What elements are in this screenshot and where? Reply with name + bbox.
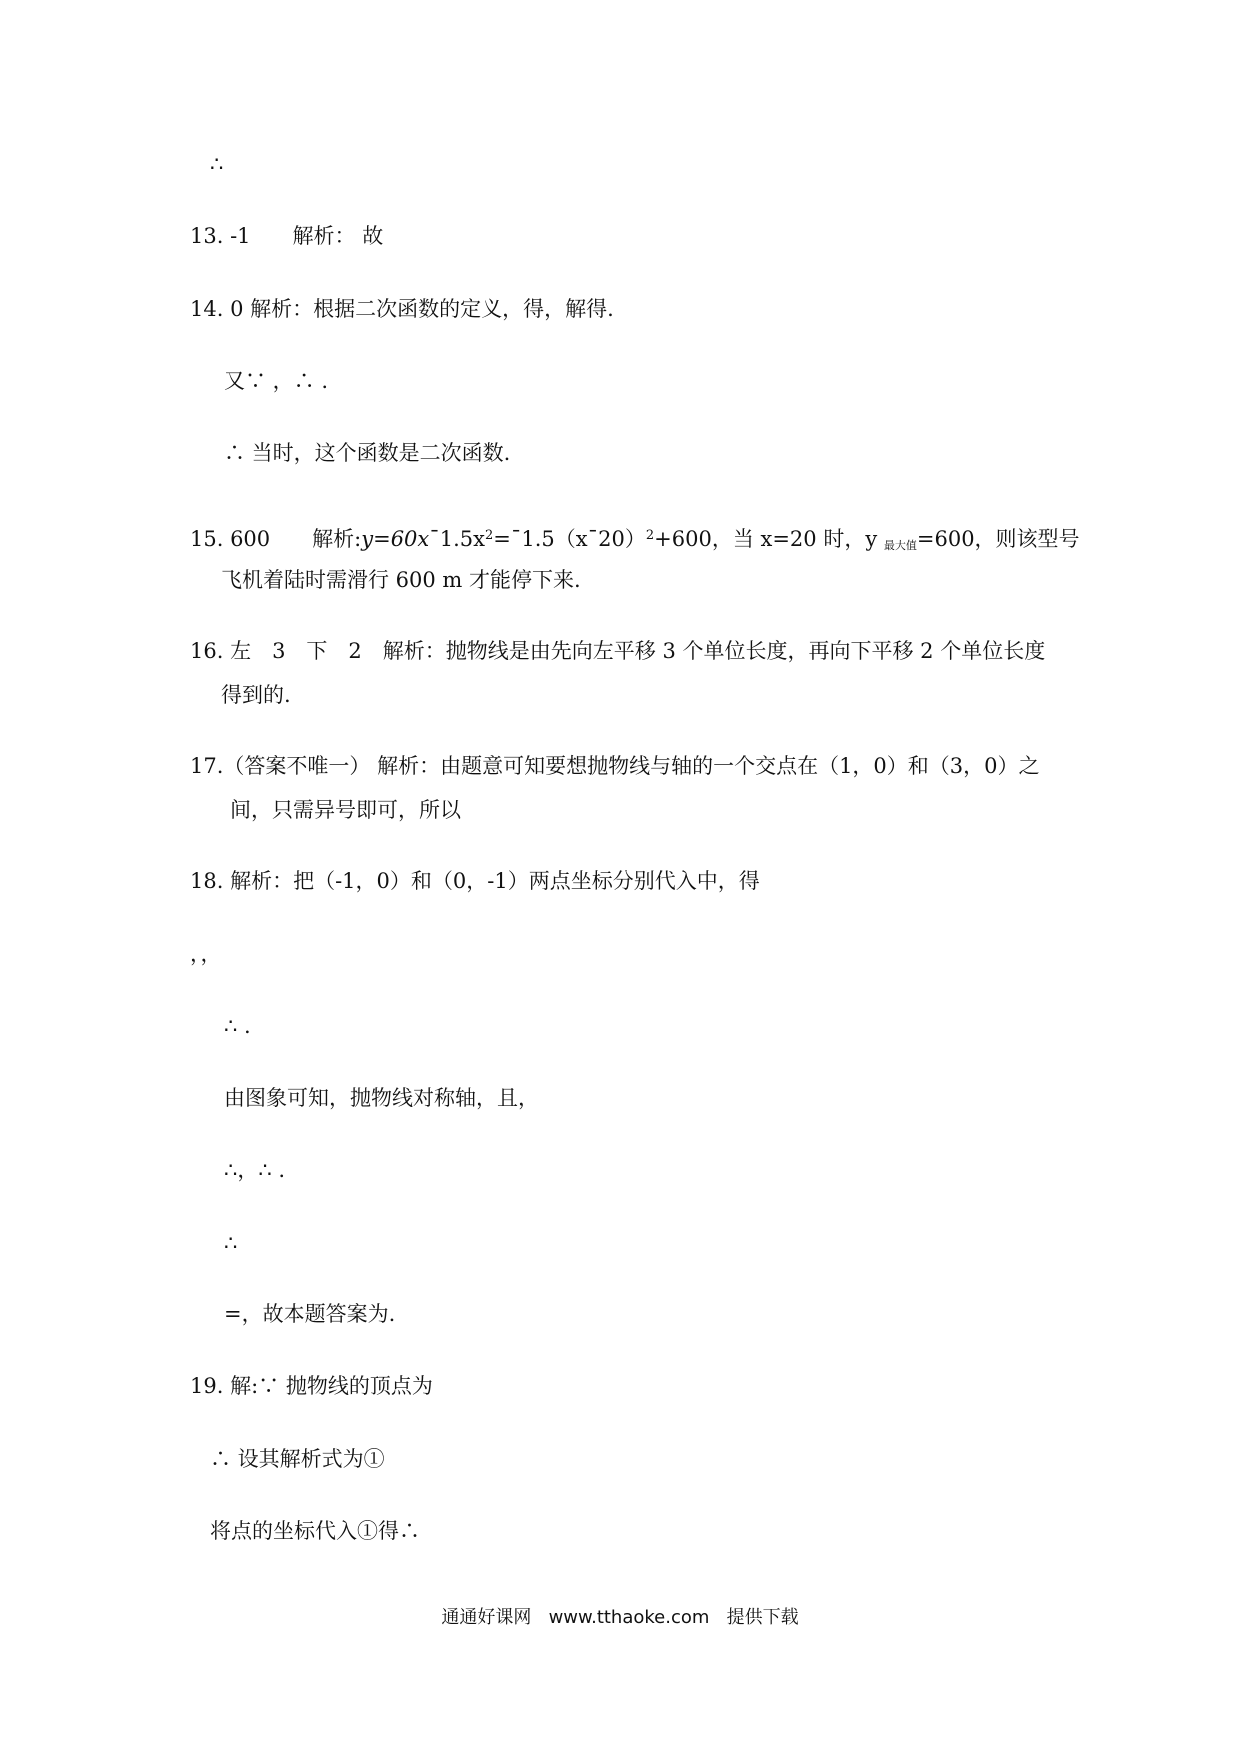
text-line: 飞机着陆时需滑行 600 m 才能停下来.: [221, 568, 581, 592]
answer-17: 17.（答案不唯一） 解析：由题意可知要想抛物线与轴的一个交点在（1，0）和（3，0）之: [190, 754, 1040, 778]
footer-suffix: 提供下载: [726, 1607, 799, 1628]
math-expression: ¯1.5x: [429, 527, 486, 551]
math-expression: y=60x: [361, 527, 430, 551]
text-line: =，故本题答案为.: [224, 1302, 396, 1326]
footer-site-name: 通通好课网: [441, 1607, 532, 1628]
text-segment: 15. 600 解析:: [190, 527, 362, 551]
text-line: ∴ 当时，这个函数是二次函数.: [224, 441, 511, 465]
page-footer: [0, 1606, 1240, 1630]
text-line: ∴: [210, 152, 224, 176]
superscript: 2: [645, 528, 655, 543]
text-segment: +600，当 x=20 时，y: [654, 527, 884, 551]
footer-url: www.tthaoke.com: [548, 1607, 710, 1628]
subscript: 最大值: [883, 539, 917, 552]
text-line: 又∵ ，∴ .: [224, 369, 329, 393]
text-line: 间，只需异号即可，所以: [230, 798, 461, 822]
answer-18: 18. 解析：把（-1，0）和（0，-1）两点坐标分别代入中，得: [190, 869, 760, 893]
answer-13: 13. -1 解析： 故: [190, 224, 384, 248]
math-expression: =¯1.5（x¯20）: [493, 527, 646, 551]
answer-15: [190, 522, 1080, 560]
text-line: ∴ 设其解析式为①: [210, 1447, 385, 1471]
text-line: ∴: [224, 1231, 238, 1255]
text-segment: =600，则该型号: [916, 527, 1080, 551]
text-line: 得到的.: [221, 683, 291, 707]
text-line: ，，: [190, 942, 222, 966]
answer-16: 16. 左 3 下 2 解析：抛物线是由先向左平移 3 个单位长度，再向下平移 2 个单位长度: [190, 639, 1046, 663]
superscript: 2: [485, 528, 494, 543]
answer-19: 19. 解:∵ 抛物线的顶点为: [190, 1374, 433, 1398]
text-line: ∴ .: [224, 1014, 251, 1038]
text-line: ∴，∴ .: [224, 1158, 286, 1182]
answer-14: 14. 0 解析：根据二次函数的定义，得，解得.: [190, 297, 614, 321]
text-line: 将点的坐标代入①得∴: [210, 1519, 420, 1543]
text-line: 由图象可知，抛物线对称轴，且，: [224, 1086, 539, 1110]
